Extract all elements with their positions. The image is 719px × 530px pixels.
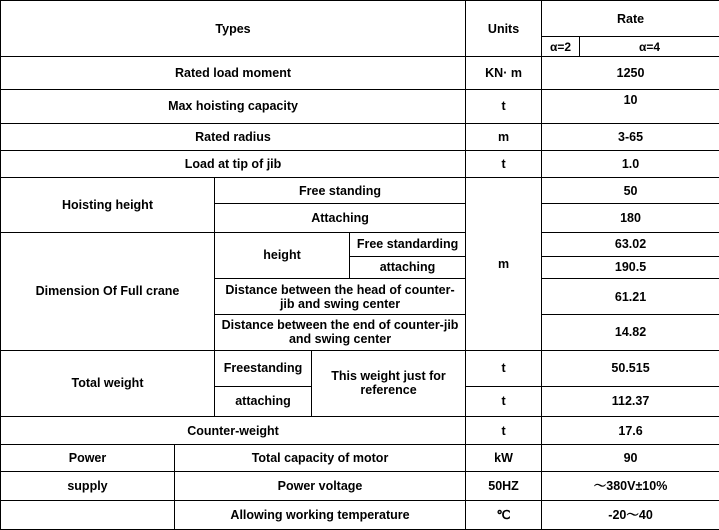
counter-weight-label: Counter-weight <box>1 417 466 445</box>
head-distance-label: Distance between the head of counter- jib and swing center <box>215 279 466 315</box>
weight-reference-note: This weight just for reference <box>312 350 466 416</box>
table-row <box>1 151 719 178</box>
alpha4-header: α=4 <box>580 37 719 57</box>
counter-weight-unit: t <box>466 417 542 445</box>
power-voltage-label: Power voltage <box>175 472 466 500</box>
rated-radius-value: 3-65 <box>542 123 719 150</box>
table-row <box>1 232 719 256</box>
max-hoisting-capacity-label: Max hoisting capacity <box>1 89 466 123</box>
table-row <box>1 89 719 123</box>
dimension-attaching-label: attaching <box>350 256 466 278</box>
attaching-weight-label: attaching <box>215 386 312 416</box>
table-row <box>1 123 719 150</box>
freestanding-weight-value: 50.515 <box>542 350 719 386</box>
temperature-empty-cell <box>1 500 175 529</box>
rated-radius-label: Rated radius <box>1 123 466 150</box>
freestanding-weight-unit: t <box>466 350 542 386</box>
motor-capacity-label: Total capacity of motor <box>175 445 466 472</box>
load-at-tip-unit: t <box>466 151 542 178</box>
dimension-attaching-value: 190.5 <box>542 256 719 278</box>
rated-load-moment-value: 1250 <box>542 57 719 89</box>
power-voltage-unit: 50HZ <box>466 472 542 500</box>
free-standing-label: Free standing <box>215 178 466 204</box>
working-temperature-unit: ℃ <box>466 500 542 529</box>
table-row <box>1 417 719 445</box>
rated-radius-unit: m <box>466 123 542 150</box>
load-at-tip-label: Load at tip of jib <box>1 151 466 178</box>
types-header: Types <box>1 1 466 57</box>
end-distance-value: 14.82 <box>542 315 719 350</box>
dimension-label: Dimension Of Full crane <box>1 232 215 350</box>
attaching-weight-unit: t <box>466 386 542 416</box>
alpha2-header: α=2 <box>542 37 580 57</box>
table-row <box>1 445 719 472</box>
free-standarding-value: 63.02 <box>542 232 719 256</box>
table-row <box>1 57 719 89</box>
motor-capacity-value: 90 <box>542 445 719 472</box>
dimension-height-label: height <box>215 232 350 278</box>
counter-weight-value: 17.6 <box>542 417 719 445</box>
head-distance-value: 61.21 <box>542 279 719 315</box>
motor-capacity-unit: kW <box>466 445 542 472</box>
hoisting-height-label: Hoisting height <box>1 178 215 232</box>
height-dimension-unit: m <box>466 178 542 350</box>
end-distance-label: Distance between the end of counter-jib and swing center <box>215 315 466 350</box>
power-label: Power <box>1 445 175 472</box>
table-row <box>1 350 719 386</box>
units-header: Units <box>466 1 542 57</box>
table-row <box>1 500 719 529</box>
max-hoisting-capacity-unit: t <box>466 89 542 123</box>
rated-load-moment-unit: KN· m <box>466 57 542 89</box>
load-at-tip-value: 1.0 <box>542 151 719 178</box>
rated-load-moment-label: Rated load moment <box>1 57 466 89</box>
working-temperature-value: -20～40 <box>542 500 719 529</box>
free-standarding-label: Free standarding <box>350 232 466 256</box>
freestanding-weight-label: Freestanding <box>215 350 312 386</box>
attaching-weight-value: 112.37 <box>542 386 719 416</box>
total-weight-label: Total weight <box>1 350 215 416</box>
attaching-height-value: 180 <box>542 204 719 232</box>
header-row <box>1 1 719 37</box>
max-hoisting-capacity-value: 10 <box>542 89 719 123</box>
rate-header: Rate <box>542 1 719 37</box>
power-voltage-value: ～380V±10% <box>542 472 719 500</box>
table-row <box>1 178 719 204</box>
attaching-height-label: Attaching <box>215 204 466 232</box>
supply-label: supply <box>1 472 175 500</box>
working-temperature-label: Allowing working temperature <box>175 500 466 529</box>
table-row <box>1 472 719 500</box>
free-standing-value: 50 <box>542 178 719 204</box>
